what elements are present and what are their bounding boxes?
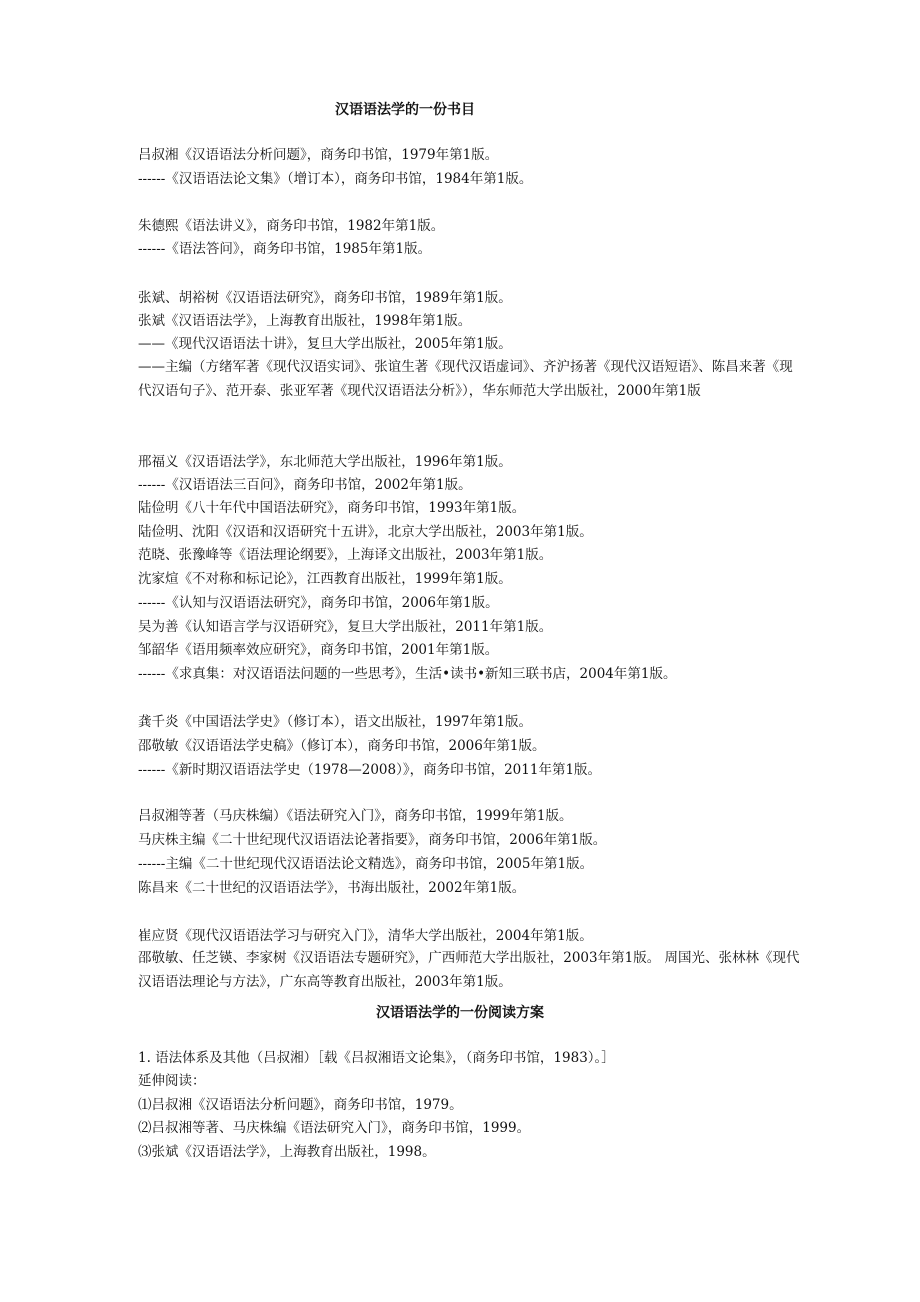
list-item: 陆俭明《八十年代中国语法研究》，商务印书馆，1993年第1版。 xyxy=(138,500,526,516)
list-item: 朱德熙《语法讲义》，商务印书馆，1982年第1版。 xyxy=(138,218,445,234)
list-item: 邢福义《汉语语法学》，东北师范大学出版社，1996年第1版。 xyxy=(138,454,512,470)
list-item: 吕叔湘等著（马庆株编）《语法研究入门》，商务印书馆，1999年第1版。 xyxy=(138,808,573,824)
list-item: 范晓、张豫峰等《语法理论纲要》，上海译文出版社，2003年第1版。 xyxy=(138,547,553,563)
list-item: 吕叔湘《汉语语法分析问题》，商务印书馆，1979年第1版。 xyxy=(138,147,499,163)
list-item: ——《现代汉语语法十讲》，复旦大学出版社，2005年第1版。 xyxy=(138,336,512,352)
list-item: 邹韶华《语用频率效应研究》，商务印书馆，2001年第1版。 xyxy=(138,642,499,658)
plan-item: ⑵吕叔湘等著、马庆株编《语法研究入门》，商务印书馆，1999。 xyxy=(138,1120,531,1136)
list-item: ------《汉语语法论文集》（增订本），商务印书馆，1984年第1版。 xyxy=(138,171,533,187)
list-item: ------《汉语语法三百问》，商务印书馆，2002年第1版。 xyxy=(138,477,472,493)
list-item: ------主编《二十世纪现代汉语语法论文精选》，商务印书馆，2005年第1版。 xyxy=(138,856,594,872)
list-item: ------《求真集：对汉语语法问题的一些思考》，生活•读书•新知三联书店，2004年第1版。 xyxy=(138,666,677,682)
list-item: ------《认知与汉语语法研究》，商务印书馆，2006年第1版。 xyxy=(138,595,499,611)
list-item: 崔应贤《现代汉语语法学习与研究入门》，清华大学出版社，2004年第1版。 xyxy=(138,928,593,944)
list-item: 邵敬敏、任芝锳、李家树《汉语语法专题研究》，广西师范大学出版社，2003年第1版。 周国光、张林林《现代汉语语法理论与方法》，广东高等教育出版社，2003年第1版。 xyxy=(138,950,800,990)
list-item: 沈家煊《不对称和标记论》，江西教育出版社，1999年第1版。 xyxy=(138,571,512,587)
list-item: 龚千炎《中国语法学史》（修订本），语文出版社，1997年第1版。 xyxy=(138,714,532,730)
section-title: 汉语语法学的一份阅读方案 xyxy=(376,1005,544,1021)
list-item: 陆俭明、沈阳《汉语和汉语研究十五讲》，北京大学出版社，2003年第1版。 xyxy=(138,524,593,540)
plan-item: 1. 语法体系及其他（吕叔湘）［载《吕叔湘语文论集》，（商务印书馆，1983）。］ xyxy=(138,1050,615,1066)
list-item: 吴为善《认知语言学与汉语研究》，复旦大学出版社，2011年第1版。 xyxy=(138,619,553,635)
list-item: ------《语法答问》，商务印书馆，1985年第1版。 xyxy=(138,241,432,257)
list-item: ——主编（方绪军著《现代汉语实词》、张谊生著《现代汉语虚词》、齐沪扬著《现代汉语短语》、陈昌来著《现代汉语句子》、范开泰、张亚军著《现代汉语语法分析》），华东师范大学出版社，2000年第1版 xyxy=(138,359,793,399)
plan-item: 延伸阅读： xyxy=(138,1073,206,1089)
plan-item: ⑴吕叔湘《汉语语法分析问题》，商务印书馆，1979。 xyxy=(138,1097,463,1113)
list-item: 陈昌来《二十世纪的汉语语法学》，书海出版社，2002年第1版。 xyxy=(138,880,526,896)
list-item: 张斌《汉语语法学》，上海教育出版社，1998年第1版。 xyxy=(138,313,472,329)
document-title: 汉语语法学的一份书目 xyxy=(335,102,475,118)
plan-item: ⑶张斌《汉语语法学》，上海教育出版社，1998。 xyxy=(138,1144,436,1160)
list-item: ------《新时期汉语语法学史（1978—2008）》，商务印书馆，2011年第1版。 xyxy=(138,762,602,778)
list-item: 张斌、胡裕树《汉语语法研究》，商务印书馆，1989年第1版。 xyxy=(138,290,512,306)
list-item: 邵敬敏《汉语语法学史稿》（修订本），商务印书馆，2006年第1版。 xyxy=(138,738,546,754)
list-item: 马庆株主编《二十世纪现代汉语语法论著指要》，商务印书馆，2006年第1版。 xyxy=(138,832,607,848)
